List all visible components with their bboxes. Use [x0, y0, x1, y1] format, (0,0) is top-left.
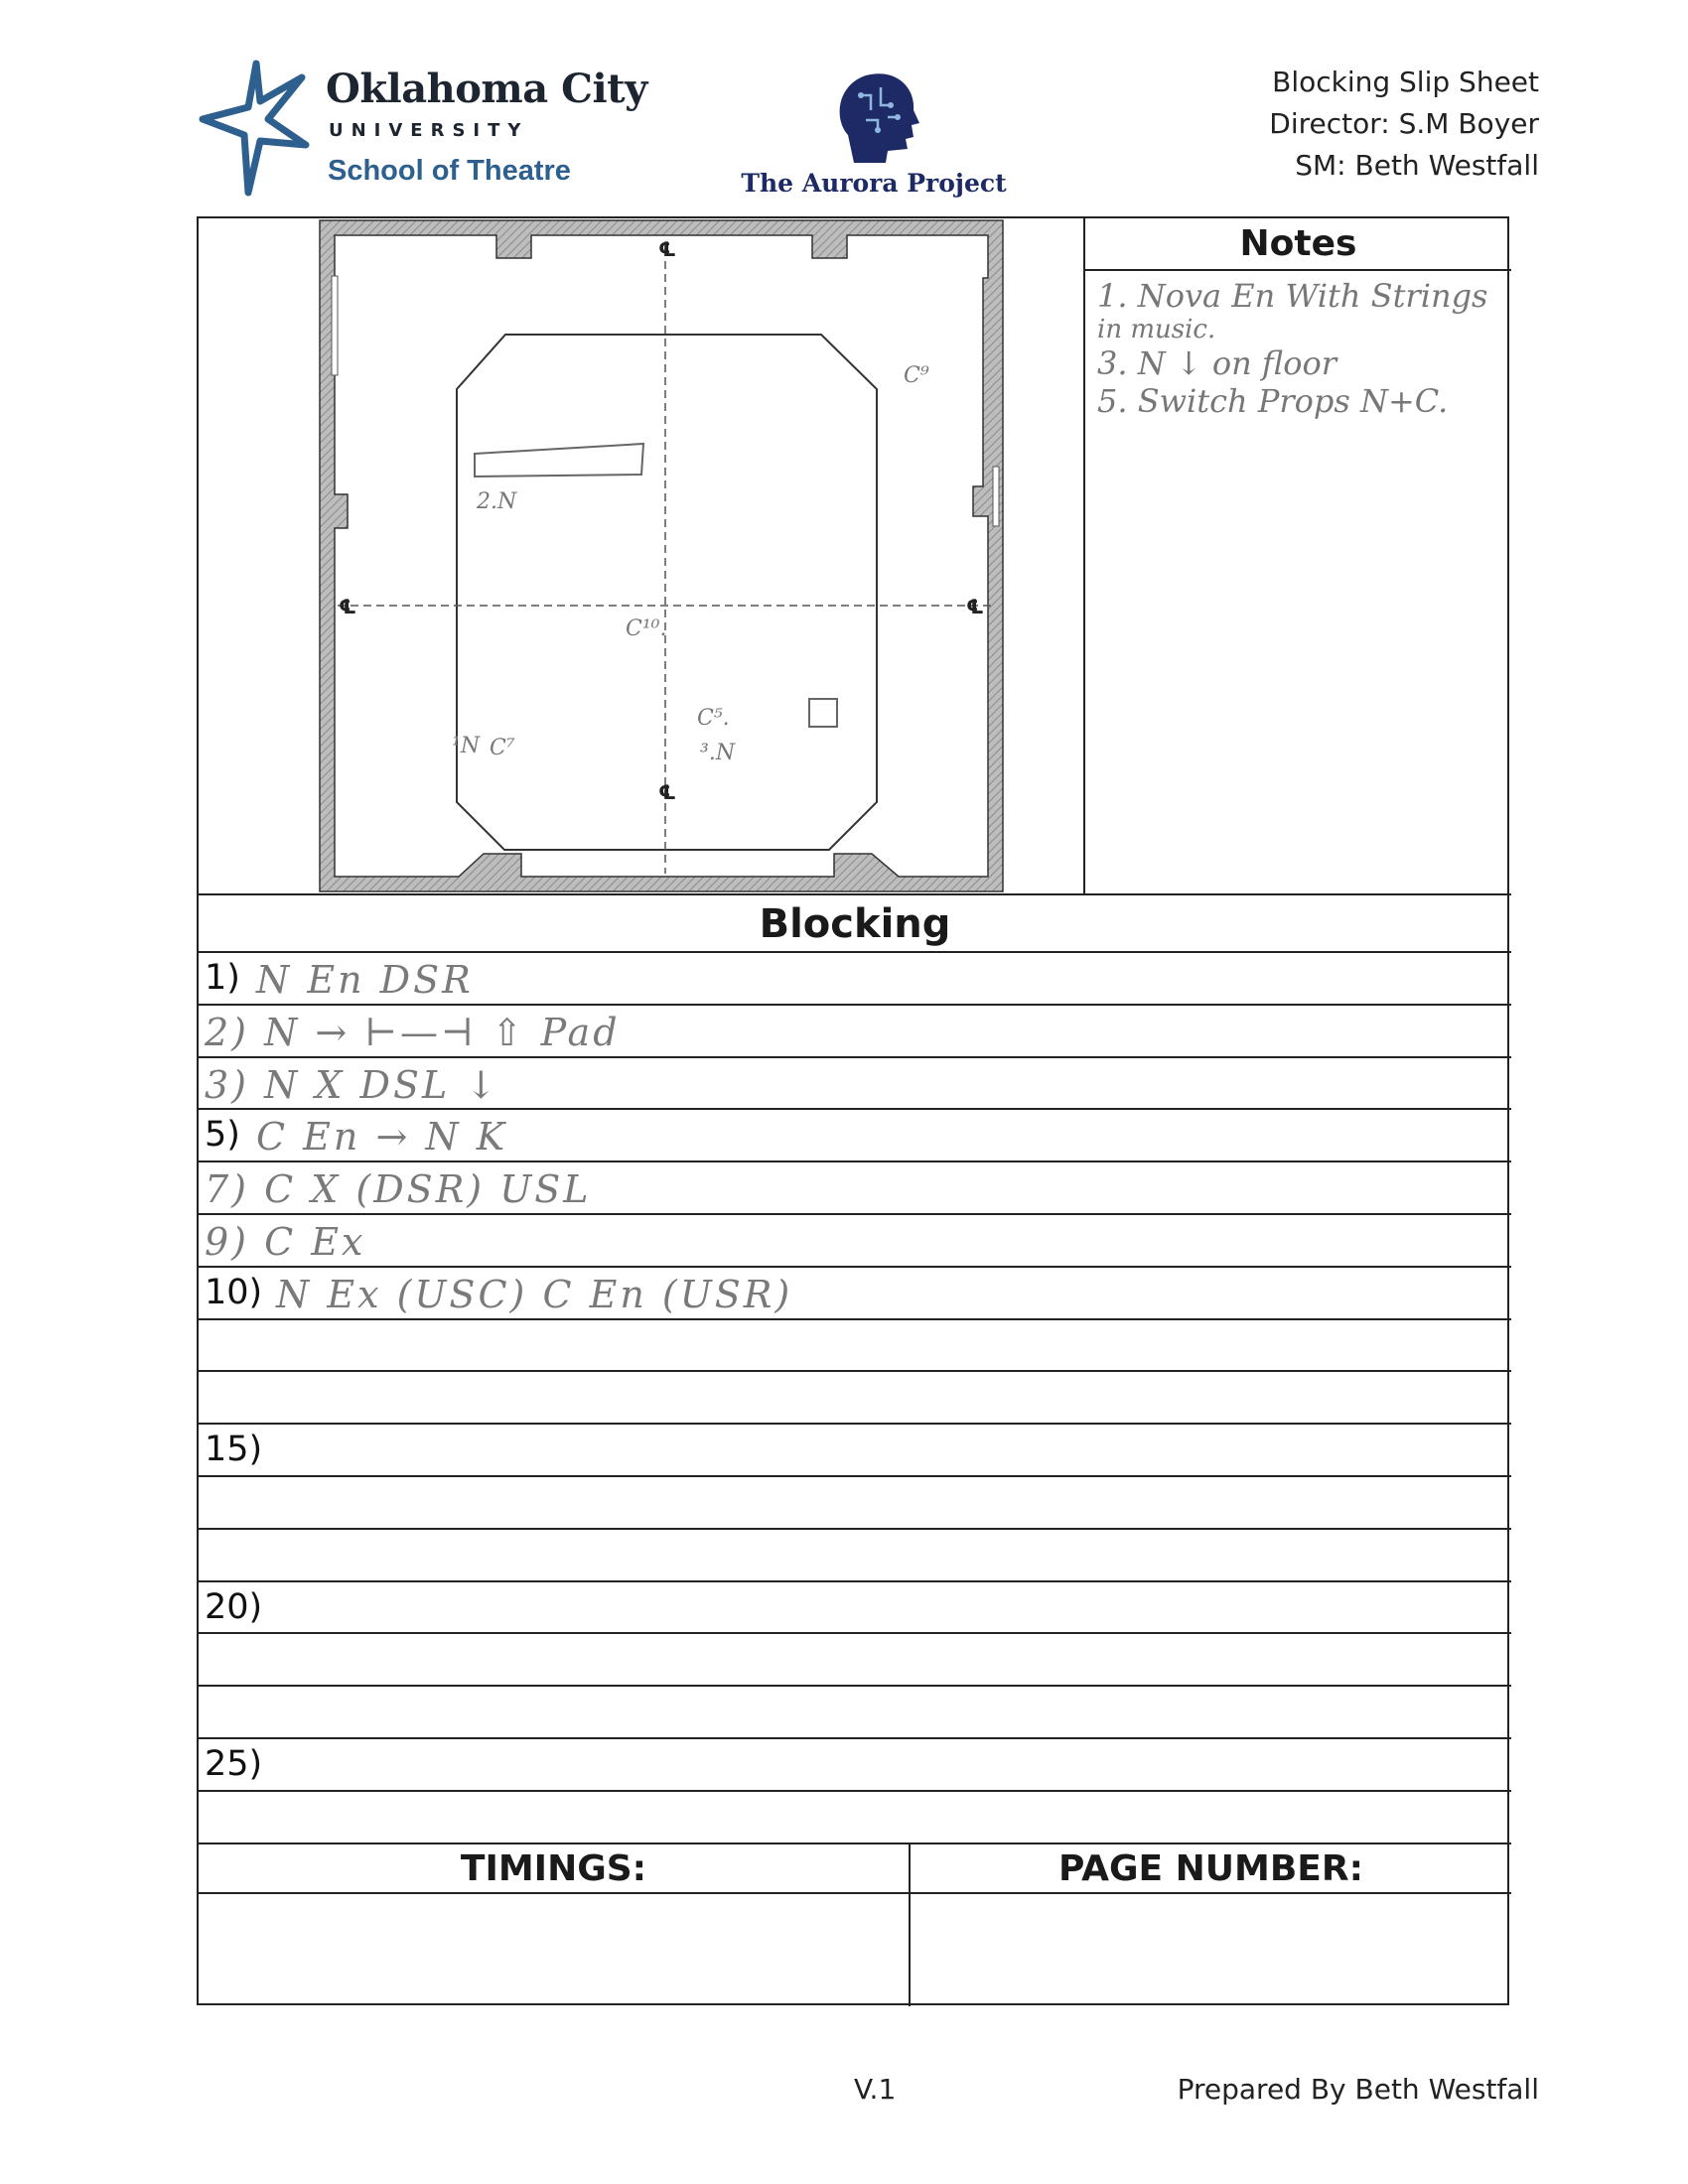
mark-2-nova: 2.N	[477, 489, 517, 514]
centerline-mark-bottom: ℄	[658, 780, 676, 804]
blocking-row	[199, 1477, 1511, 1530]
wall-door	[993, 467, 999, 526]
pad-rectangle	[475, 444, 643, 477]
row-note: N En DSR	[256, 958, 474, 1002]
row-number: 15)	[205, 1430, 263, 1470]
page-number-field[interactable]	[911, 1894, 1511, 2006]
row-number: 10)	[205, 1272, 263, 1312]
stage-octagon	[457, 335, 877, 850]
blocking-row	[199, 1530, 1511, 1582]
note-line: 3. N ↓ on floor	[1097, 344, 1337, 382]
director: Director: S.M Boyer	[1269, 107, 1539, 140]
row-note: N Ex (USC) C En (USR)	[276, 1272, 793, 1316]
blocking-row	[199, 1582, 1511, 1635]
mark-c-7: C⁷	[490, 736, 515, 760]
timings-label: TIMINGS:	[199, 1844, 911, 1894]
university-name: Oklahoma City	[326, 66, 647, 112]
blocking-row	[199, 1372, 1511, 1425]
school-name: School of Theatre	[328, 155, 571, 187]
note-line: 5. Switch Props N+C.	[1097, 382, 1449, 420]
sheet-title: Blocking Slip Sheet	[1272, 66, 1539, 98]
blocking-rows	[199, 953, 1511, 1896]
note-line: 1. Nova En With Strings	[1097, 277, 1488, 315]
centerline-mark-right: ℄	[966, 595, 984, 618]
blocking-row	[199, 1739, 1511, 1792]
blocking-row	[199, 1006, 1511, 1058]
blocking-row	[199, 1320, 1511, 1373]
blocking-row	[199, 1792, 1511, 1844]
stage-floor-plan	[199, 218, 1085, 893]
blocking-row	[199, 1110, 1511, 1162]
head-circuit-icon	[826, 66, 925, 165]
project-title: The Aurora Project	[741, 169, 1007, 198]
blocking-row	[199, 1634, 1511, 1687]
blocking-row	[199, 953, 1511, 1006]
mark-n-3: ³.N	[700, 741, 736, 765]
row-number: 20)	[205, 1586, 263, 1627]
timings-table	[199, 1843, 1511, 2007]
row-note: 2) N → ⊢—⊣ ⇧ Pad	[205, 1010, 621, 1054]
prop-box	[809, 699, 837, 727]
blocking-row	[199, 1268, 1511, 1320]
mark-n-1: ¹N	[452, 734, 481, 758]
stage-plan	[199, 218, 1085, 893]
row-number: 1)	[205, 958, 240, 998]
centerline-mark-top: ℄	[658, 237, 676, 261]
page-header	[0, 0, 1688, 208]
university-subtitle: UNIVERSITY	[329, 120, 529, 141]
blocking-title: Blocking	[199, 893, 1511, 953]
row-note: 3) N X DSL ↓	[205, 1062, 500, 1107]
sheet-meta	[1269, 62, 1539, 187]
star-icon	[199, 58, 318, 197]
row-note: C En → N K	[256, 1115, 508, 1160]
row-number: 5)	[205, 1115, 240, 1156]
timings-field[interactable]	[199, 1894, 911, 2006]
ocu-logo	[199, 58, 647, 197]
centerline-mark-left: ℄	[339, 595, 356, 618]
notes-panel	[1085, 218, 1511, 893]
mark-c-5: C⁵.	[697, 706, 730, 731]
mark-c-9: C⁹	[904, 363, 929, 388]
prepared-by: Prepared By Beth Westfall	[1177, 2073, 1539, 2106]
stage-manager: SM: Beth Westfall	[1295, 149, 1539, 182]
version-label: V.1	[854, 2073, 897, 2106]
blocking-row	[199, 1162, 1511, 1215]
page-number-label: PAGE NUMBER:	[911, 1844, 1511, 1894]
blocking-sheet	[197, 216, 1509, 2005]
row-note: 9) C Ex	[205, 1219, 366, 1264]
aurora-project-logo	[735, 66, 1013, 205]
row-number: 25)	[205, 1743, 263, 1784]
notes-title: Notes	[1085, 218, 1511, 271]
note-line: in music.	[1097, 315, 1216, 344]
mark-c-10: C¹⁰.	[626, 616, 667, 641]
wall-door	[332, 276, 338, 375]
blocking-row	[199, 1687, 1511, 1739]
blocking-row	[199, 1058, 1511, 1111]
row-note: 7) C X (DSR) USL	[205, 1167, 592, 1212]
blocking-row	[199, 1215, 1511, 1268]
blocking-row	[199, 1425, 1511, 1477]
